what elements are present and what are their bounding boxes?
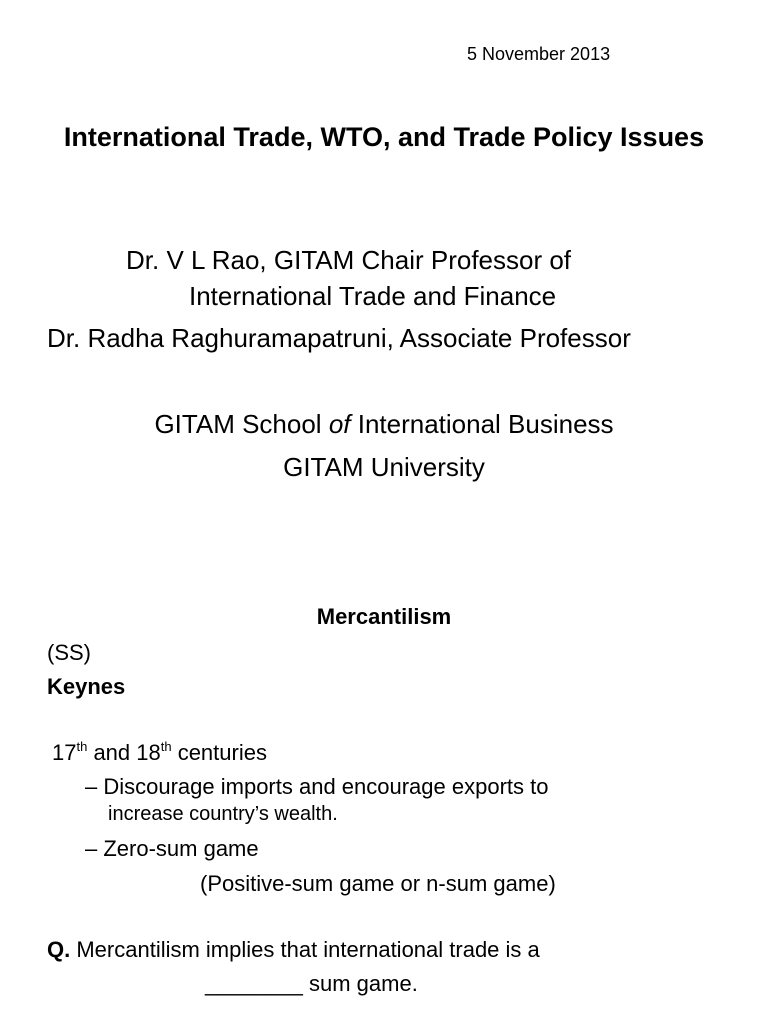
question-text: Mercantilism implies that international trade is a bbox=[70, 937, 540, 962]
author-2: Dr. Radha Raghuramapatruni, Associate Professor bbox=[47, 323, 631, 353]
question-line-1 bbox=[47, 937, 540, 963]
ss-label: (SS) bbox=[47, 640, 91, 665]
question-line-2: ________ sum game. bbox=[205, 971, 418, 996]
keynes-label: Keynes bbox=[47, 674, 126, 699]
bullet-1-line-1: – Discourage imports and encourage exports to bbox=[85, 774, 549, 799]
author-1-line-1: Dr. V L Rao, GITAM Chair Professor of bbox=[126, 245, 572, 275]
superscript-th-1: th bbox=[76, 739, 88, 754]
university-name: GITAM University bbox=[283, 452, 485, 482]
century-17: 17 bbox=[52, 740, 77, 765]
bullet-1-line-2: increase country’s wealth. bbox=[108, 803, 338, 825]
document-title: International Trade, WTO, and Trade Policy Issues bbox=[63, 122, 705, 152]
school-italic: of bbox=[328, 409, 351, 439]
question-label: Q. bbox=[47, 937, 71, 962]
bullet-2: – Zero-sum game bbox=[85, 836, 259, 861]
school-suffix: International Business bbox=[350, 409, 614, 439]
document-date: 5 November 2013 bbox=[467, 44, 611, 64]
school-prefix: GITAM School bbox=[154, 409, 329, 439]
author-1-line-2: International Trade and Finance bbox=[189, 281, 557, 311]
century-18: and 18 bbox=[87, 740, 161, 765]
sub-note: (Positive-sum game or n-sum game) bbox=[200, 871, 556, 896]
section-heading: Mercantilism bbox=[316, 604, 452, 629]
centuries-word: centuries bbox=[171, 740, 267, 765]
school-name bbox=[0, 406, 768, 442]
centuries-line bbox=[52, 740, 267, 766]
superscript-th-2: th bbox=[160, 739, 172, 754]
